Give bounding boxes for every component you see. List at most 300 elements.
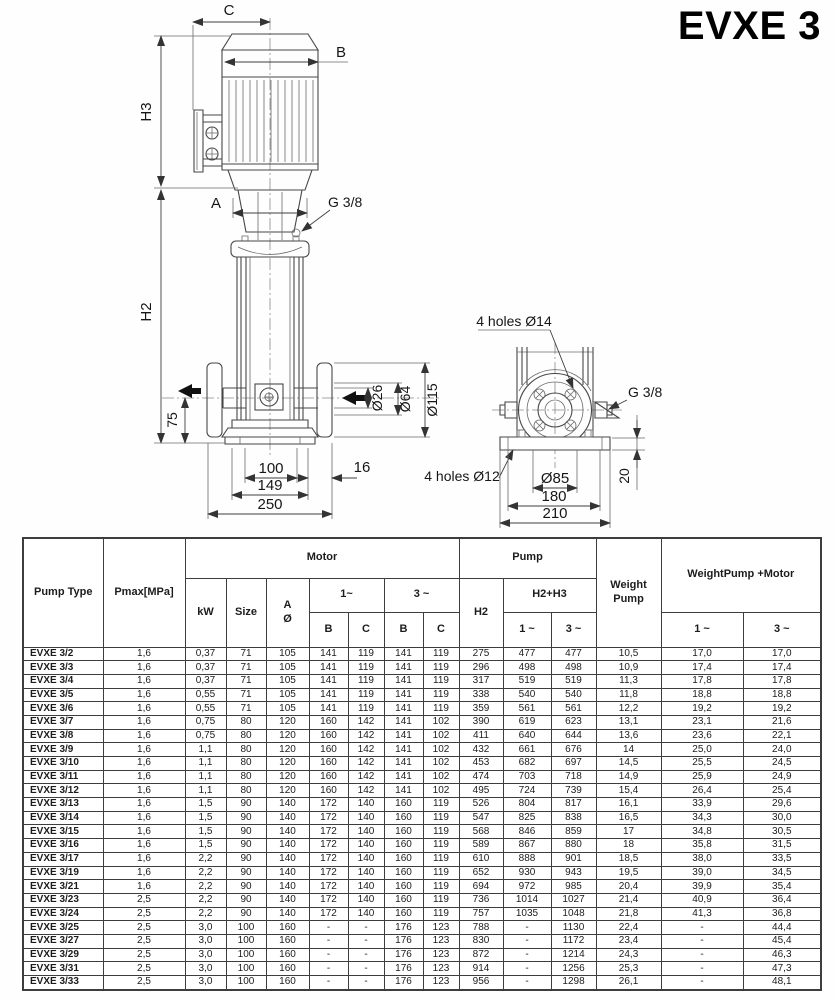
- spec-value-cell: 23,4: [596, 934, 661, 948]
- spec-value-cell: 0,75: [185, 715, 226, 729]
- spec-value-cell: 880: [551, 839, 596, 853]
- spec-value-cell: 17,4: [661, 661, 743, 675]
- table-row: [23, 702, 821, 716]
- spec-value-cell: -: [309, 934, 348, 948]
- table-row: [23, 962, 821, 976]
- spec-value-cell: 661: [503, 743, 551, 757]
- spec-value-cell: 547: [459, 811, 503, 825]
- spec-value-cell: 1,6: [103, 784, 185, 798]
- table-row: [23, 674, 821, 688]
- spec-value-cell: -: [503, 948, 551, 962]
- table-row: [23, 798, 821, 812]
- spec-value-cell: 160: [266, 962, 309, 976]
- spec-value-cell: 2,2: [185, 866, 226, 880]
- spec-value-cell: 1,6: [103, 866, 185, 880]
- spec-value-cell: 160: [309, 715, 348, 729]
- spec-value-cell: 141: [384, 784, 423, 798]
- spec-value-cell: 141: [309, 688, 348, 702]
- spec-value-cell: 119: [423, 674, 459, 688]
- spec-value-cell: 119: [423, 839, 459, 853]
- spec-value-cell: 26,1: [596, 976, 661, 990]
- spec-value-cell: 1,5: [185, 811, 226, 825]
- spec-value-cell: 71: [226, 688, 266, 702]
- spec-value-cell: 474: [459, 770, 503, 784]
- spec-value-cell: 17: [596, 825, 661, 839]
- spec-value-cell: 140: [266, 825, 309, 839]
- spec-value-cell: 930: [503, 866, 551, 880]
- spec-value-cell: 652: [459, 866, 503, 880]
- col-header-a-dia: [266, 578, 309, 647]
- spec-value-cell: 140: [348, 866, 384, 880]
- col-header-h2: H2: [459, 578, 503, 647]
- spec-value-cell: 176: [384, 921, 423, 935]
- pump-type-cell: EVXE 3/8: [23, 729, 103, 743]
- col-header-motor-1ph: 1~: [309, 578, 384, 612]
- spec-value-cell: 1172: [551, 934, 596, 948]
- spec-value-cell: 22,1: [743, 729, 821, 743]
- spec-value-cell: 160: [266, 948, 309, 962]
- pump-type-cell: EVXE 3/12: [23, 784, 103, 798]
- table-row: [23, 647, 821, 661]
- spec-value-cell: 41,3: [661, 907, 743, 921]
- spec-value-cell: 985: [551, 880, 596, 894]
- spec-value-cell: 140: [348, 880, 384, 894]
- spec-value-cell: -: [503, 976, 551, 990]
- col-header-h2h3: H2+H3: [503, 578, 596, 612]
- spec-value-cell: 610: [459, 852, 503, 866]
- spec-value-cell: 120: [266, 784, 309, 798]
- col-header-pump-type: Pump Type: [23, 538, 103, 647]
- col-header-c1: C: [348, 612, 384, 647]
- spec-value-cell: 17,0: [661, 647, 743, 661]
- spec-value-cell: 411: [459, 729, 503, 743]
- spec-value-cell: 914: [459, 962, 503, 976]
- spec-value-cell: 35,8: [661, 839, 743, 853]
- spec-value-cell: 1,6: [103, 757, 185, 771]
- spec-value-cell: 825: [503, 811, 551, 825]
- spec-value-cell: 71: [226, 702, 266, 716]
- col-header-size: Size: [226, 578, 266, 647]
- spec-value-cell: 519: [551, 674, 596, 688]
- spec-value-cell: 3,0: [185, 962, 226, 976]
- spec-value-cell: 1,6: [103, 839, 185, 853]
- spec-value-cell: 1,6: [103, 825, 185, 839]
- col-header-motor: Motor: [185, 538, 459, 578]
- spec-value-cell: 23,6: [661, 729, 743, 743]
- spec-value-cell: -: [348, 948, 384, 962]
- spec-value-cell: 46,3: [743, 948, 821, 962]
- spec-value-cell: 3,0: [185, 921, 226, 935]
- spec-value-cell: 160: [309, 784, 348, 798]
- col-header-h2h3-3ph: 3 ~: [551, 612, 596, 647]
- pump-type-cell: EVXE 3/24: [23, 907, 103, 921]
- table-row: [23, 934, 821, 948]
- dim-label-h2: H2: [138, 302, 155, 322]
- spec-value-cell: 568: [459, 825, 503, 839]
- spec-value-cell: 0,37: [185, 661, 226, 675]
- pump-type-cell: EVXE 3/21: [23, 880, 103, 894]
- spec-value-cell: -: [309, 962, 348, 976]
- spec-value-cell: 140: [266, 907, 309, 921]
- spec-value-cell: 120: [266, 757, 309, 771]
- spec-value-cell: 1130: [551, 921, 596, 935]
- spec-value-cell: 141: [384, 702, 423, 716]
- spec-value-cell: 119: [423, 866, 459, 880]
- spec-value-cell: 44,4: [743, 921, 821, 935]
- col-header-pump: Pump: [459, 538, 596, 578]
- drain-plug: [255, 384, 283, 410]
- spec-value-cell: 141: [309, 661, 348, 675]
- spec-value-cell: 838: [551, 811, 596, 825]
- spec-value-cell: 1,6: [103, 674, 185, 688]
- spec-value-cell: 24,5: [743, 757, 821, 771]
- base-view-dimensions: [424, 313, 662, 528]
- spec-value-cell: 119: [423, 880, 459, 894]
- spec-value-cell: -: [348, 962, 384, 976]
- spec-value-cell: 105: [266, 688, 309, 702]
- spec-value-cell: 30,5: [743, 825, 821, 839]
- spec-value-cell: 477: [551, 647, 596, 661]
- spec-value-cell: 703: [503, 770, 551, 784]
- spec-value-cell: 40,9: [661, 893, 743, 907]
- dim-label-75: 75: [164, 412, 180, 428]
- spec-value-cell: 21,8: [596, 907, 661, 921]
- pump-type-cell: EVXE 3/5: [23, 688, 103, 702]
- table-row: [23, 715, 821, 729]
- spec-value-cell: 2,5: [103, 962, 185, 976]
- spec-value-cell: 172: [309, 798, 348, 812]
- spec-value-cell: 0,75: [185, 729, 226, 743]
- spec-value-cell: 140: [266, 811, 309, 825]
- spec-value-cell: 119: [423, 893, 459, 907]
- spec-value-cell: 80: [226, 784, 266, 798]
- spec-value-cell: 102: [423, 784, 459, 798]
- spec-value-cell: 17,8: [661, 674, 743, 688]
- spec-value-cell: 25,3: [596, 962, 661, 976]
- spec-value-cell: 102: [423, 715, 459, 729]
- spec-value-cell: 804: [503, 798, 551, 812]
- spec-value-cell: 123: [423, 921, 459, 935]
- spec-value-cell: 23,1: [661, 715, 743, 729]
- spec-value-cell: 80: [226, 743, 266, 757]
- spec-value-cell: 17,8: [743, 674, 821, 688]
- spec-value-cell: 90: [226, 839, 266, 853]
- spec-value-cell: 36,8: [743, 907, 821, 921]
- spec-value-cell: 19,2: [661, 702, 743, 716]
- spec-value-cell: 119: [423, 798, 459, 812]
- spec-value-cell: 140: [348, 852, 384, 866]
- spec-value-cell: -: [309, 948, 348, 962]
- spec-value-cell: 33,9: [661, 798, 743, 812]
- spec-value-cell: 682: [503, 757, 551, 771]
- spec-value-cell: 20,4: [596, 880, 661, 894]
- spec-value-cell: 90: [226, 852, 266, 866]
- pump-type-cell: EVXE 3/14: [23, 811, 103, 825]
- spec-value-cell: 1,6: [103, 880, 185, 894]
- table-row: [23, 907, 821, 921]
- spec-value-cell: 1035: [503, 907, 551, 921]
- spec-value-cell: 120: [266, 729, 309, 743]
- spec-value-cell: 90: [226, 907, 266, 921]
- dim-label-a: A: [210, 195, 222, 212]
- spec-value-cell: 24,3: [596, 948, 661, 962]
- col-header-weight-pump-motor: WeightPump +Motor: [661, 538, 821, 612]
- dim-label-20: 20: [616, 468, 632, 484]
- spec-value-cell: 757: [459, 907, 503, 921]
- spec-value-cell: 80: [226, 770, 266, 784]
- spec-value-cell: 160: [384, 866, 423, 880]
- spec-value-cell: 338: [459, 688, 503, 702]
- spec-value-cell: 90: [226, 866, 266, 880]
- spec-value-cell: 2,2: [185, 893, 226, 907]
- spec-value-cell: 119: [423, 907, 459, 921]
- spec-value-cell: 160: [266, 976, 309, 990]
- table-row: [23, 757, 821, 771]
- spec-table: [22, 537, 822, 991]
- spec-value-cell: 14,5: [596, 757, 661, 771]
- spec-value-cell: 30,0: [743, 811, 821, 825]
- spec-value-cell: 2,2: [185, 880, 226, 894]
- spec-value-cell: 697: [551, 757, 596, 771]
- spec-value-cell: 140: [348, 839, 384, 853]
- spec-value-cell: 317: [459, 674, 503, 688]
- spec-value-cell: 1,6: [103, 852, 185, 866]
- col-header-wpm-1ph: 1 ~: [661, 612, 743, 647]
- spec-value-cell: 1048: [551, 907, 596, 921]
- table-row: [23, 880, 821, 894]
- spec-value-cell: 390: [459, 715, 503, 729]
- table-row: [23, 948, 821, 962]
- spec-value-cell: 589: [459, 839, 503, 853]
- spec-value-cell: 160: [384, 880, 423, 894]
- pump-type-cell: EVXE 3/7: [23, 715, 103, 729]
- spec-value-cell: 432: [459, 743, 503, 757]
- spec-value-cell: 119: [423, 647, 459, 661]
- spec-value-cell: 19,2: [743, 702, 821, 716]
- spec-value-cell: 25,4: [743, 784, 821, 798]
- spec-value-cell: 39,9: [661, 880, 743, 894]
- pump-type-cell: EVXE 3/19: [23, 866, 103, 880]
- spec-value-cell: 11,3: [596, 674, 661, 688]
- spec-value-cell: 15,4: [596, 784, 661, 798]
- spec-value-cell: 39,0: [661, 866, 743, 880]
- pump-type-cell: EVXE 3/17: [23, 852, 103, 866]
- spec-value-cell: 142: [348, 784, 384, 798]
- spec-value-cell: 14,9: [596, 770, 661, 784]
- spec-value-cell: 176: [384, 976, 423, 990]
- spec-value-cell: 160: [266, 921, 309, 935]
- spec-value-cell: 45,4: [743, 934, 821, 948]
- spec-value-cell: 172: [309, 811, 348, 825]
- dia-label-85: Ø85: [540, 470, 570, 487]
- spec-value-cell: 90: [226, 893, 266, 907]
- dia-label-64: Ø64: [397, 385, 413, 413]
- spec-value-cell: 140: [266, 839, 309, 853]
- spec-value-cell: 13,6: [596, 729, 661, 743]
- dia-label-115: Ø115: [424, 383, 440, 417]
- spec-value-cell: 36,4: [743, 893, 821, 907]
- pump-type-cell: EVXE 3/15: [23, 825, 103, 839]
- spec-value-cell: 102: [423, 770, 459, 784]
- spec-value-cell: 19,5: [596, 866, 661, 880]
- spec-value-cell: 18,5: [596, 852, 661, 866]
- spec-value-cell: 1214: [551, 948, 596, 962]
- col-header-weight-pump: Weight Pump: [596, 538, 661, 647]
- spec-value-cell: 119: [423, 702, 459, 716]
- spec-value-cell: 141: [384, 715, 423, 729]
- spec-value-cell: 498: [551, 661, 596, 675]
- spec-value-cell: 10,5: [596, 647, 661, 661]
- spec-value-cell: 141: [384, 757, 423, 771]
- spec-value-cell: 1298: [551, 976, 596, 990]
- spec-value-cell: 1027: [551, 893, 596, 907]
- spec-value-cell: 80: [226, 729, 266, 743]
- spec-value-cell: 2,2: [185, 852, 226, 866]
- table-row: [23, 770, 821, 784]
- spec-value-cell: 119: [348, 688, 384, 702]
- spec-value-cell: 14: [596, 743, 661, 757]
- table-row: [23, 852, 821, 866]
- table-row: [23, 688, 821, 702]
- dim-label-210: 210: [542, 505, 568, 522]
- motor-fins: [229, 80, 313, 162]
- spec-value-cell: 1,6: [103, 715, 185, 729]
- spec-value-cell: 1,5: [185, 798, 226, 812]
- spec-value-cell: 160: [384, 852, 423, 866]
- spec-value-cell: 872: [459, 948, 503, 962]
- spec-value-cell: 141: [384, 647, 423, 661]
- table-row: [23, 784, 821, 798]
- spec-value-cell: 140: [266, 880, 309, 894]
- col-header-kw: kW: [185, 578, 226, 647]
- dia-label-26: Ø26: [369, 384, 385, 412]
- spec-value-cell: 33,5: [743, 852, 821, 866]
- pump-type-cell: EVXE 3/25: [23, 921, 103, 935]
- spec-value-cell: 830: [459, 934, 503, 948]
- spec-value-cell: 540: [551, 688, 596, 702]
- pump-type-cell: EVXE 3/4: [23, 674, 103, 688]
- spec-value-cell: 21,6: [743, 715, 821, 729]
- spec-value-cell: 495: [459, 784, 503, 798]
- spec-value-cell: 901: [551, 852, 596, 866]
- spec-value-cell: -: [503, 921, 551, 935]
- holes-12-label: 4 holes Ø12: [424, 468, 500, 484]
- spec-value-cell: 142: [348, 743, 384, 757]
- spec-value-cell: 172: [309, 907, 348, 921]
- spec-value-cell: 140: [266, 852, 309, 866]
- col-header-motor-3ph: 3 ~: [384, 578, 459, 612]
- spec-value-cell: 100: [226, 921, 266, 935]
- table-row: [23, 893, 821, 907]
- spec-value-cell: 141: [309, 674, 348, 688]
- spec-value-cell: 105: [266, 647, 309, 661]
- spec-value-cell: 24,0: [743, 743, 821, 757]
- spec-value-cell: 160: [384, 907, 423, 921]
- spec-value-cell: 141: [309, 647, 348, 661]
- spec-value-cell: 0,37: [185, 647, 226, 661]
- spec-value-cell: 160: [384, 798, 423, 812]
- spec-value-cell: 80: [226, 715, 266, 729]
- spec-value-cell: 47,3: [743, 962, 821, 976]
- g38-side-label: G 3/8: [628, 384, 663, 400]
- spec-value-cell: 1,6: [103, 661, 185, 675]
- spec-value-cell: 160: [266, 934, 309, 948]
- spec-value-cell: 102: [423, 743, 459, 757]
- spec-value-cell: 540: [503, 688, 551, 702]
- spec-value-cell: 34,5: [743, 866, 821, 880]
- spec-value-cell: 142: [348, 729, 384, 743]
- spec-value-cell: 100: [226, 976, 266, 990]
- a-label: A: [283, 598, 292, 611]
- spec-value-cell: 644: [551, 729, 596, 743]
- spec-value-cell: 640: [503, 729, 551, 743]
- spec-value-cell: 160: [384, 825, 423, 839]
- spec-value-cell: -: [661, 934, 743, 948]
- spec-table-body: [23, 647, 821, 990]
- spec-value-cell: 1,6: [103, 729, 185, 743]
- spec-value-cell: 119: [423, 852, 459, 866]
- spec-value-cell: 142: [348, 757, 384, 771]
- spec-value-cell: 172: [309, 839, 348, 853]
- spec-value-cell: 25,9: [661, 770, 743, 784]
- spec-value-cell: 859: [551, 825, 596, 839]
- spec-value-cell: 140: [348, 907, 384, 921]
- spec-value-cell: 1,1: [185, 757, 226, 771]
- spec-value-cell: 105: [266, 674, 309, 688]
- spec-value-cell: 275: [459, 647, 503, 661]
- right-flange: [317, 363, 332, 437]
- spec-value-cell: 35,4: [743, 880, 821, 894]
- page-title: EVXE 3: [677, 4, 821, 48]
- pump-type-cell: EVXE 3/6: [23, 702, 103, 716]
- spec-value-cell: 739: [551, 784, 596, 798]
- spec-value-cell: 140: [348, 893, 384, 907]
- spec-value-cell: -: [348, 921, 384, 935]
- spec-value-cell: -: [348, 976, 384, 990]
- spec-value-cell: 867: [503, 839, 551, 853]
- spec-value-cell: 172: [309, 825, 348, 839]
- spec-value-cell: 10,9: [596, 661, 661, 675]
- spec-value-cell: 71: [226, 647, 266, 661]
- spec-value-cell: 561: [551, 702, 596, 716]
- dim-label-b: B: [336, 44, 347, 61]
- pump-type-cell: EVXE 3/33: [23, 976, 103, 990]
- spec-value-cell: 119: [423, 688, 459, 702]
- col-header-b1: B: [309, 612, 348, 647]
- dim-label-100: 100: [258, 460, 284, 477]
- spec-value-cell: 2,2: [185, 907, 226, 921]
- spec-value-cell: 119: [348, 647, 384, 661]
- spec-value-cell: 22,4: [596, 921, 661, 935]
- spec-value-cell: 100: [226, 948, 266, 962]
- table-row: [23, 729, 821, 743]
- table-row: [23, 866, 821, 880]
- spec-value-cell: 105: [266, 661, 309, 675]
- spec-value-cell: 120: [266, 743, 309, 757]
- table-row: [23, 839, 821, 853]
- spec-value-cell: 90: [226, 798, 266, 812]
- dim-label-c: C: [223, 2, 235, 19]
- spec-value-cell: 736: [459, 893, 503, 907]
- spec-value-cell: 16,5: [596, 811, 661, 825]
- spec-value-cell: 123: [423, 934, 459, 948]
- table-row: [23, 811, 821, 825]
- table-row: [23, 976, 821, 990]
- spec-value-cell: 38,0: [661, 852, 743, 866]
- spec-value-cell: 172: [309, 866, 348, 880]
- spec-value-cell: 2,5: [103, 976, 185, 990]
- spec-value-cell: 623: [551, 715, 596, 729]
